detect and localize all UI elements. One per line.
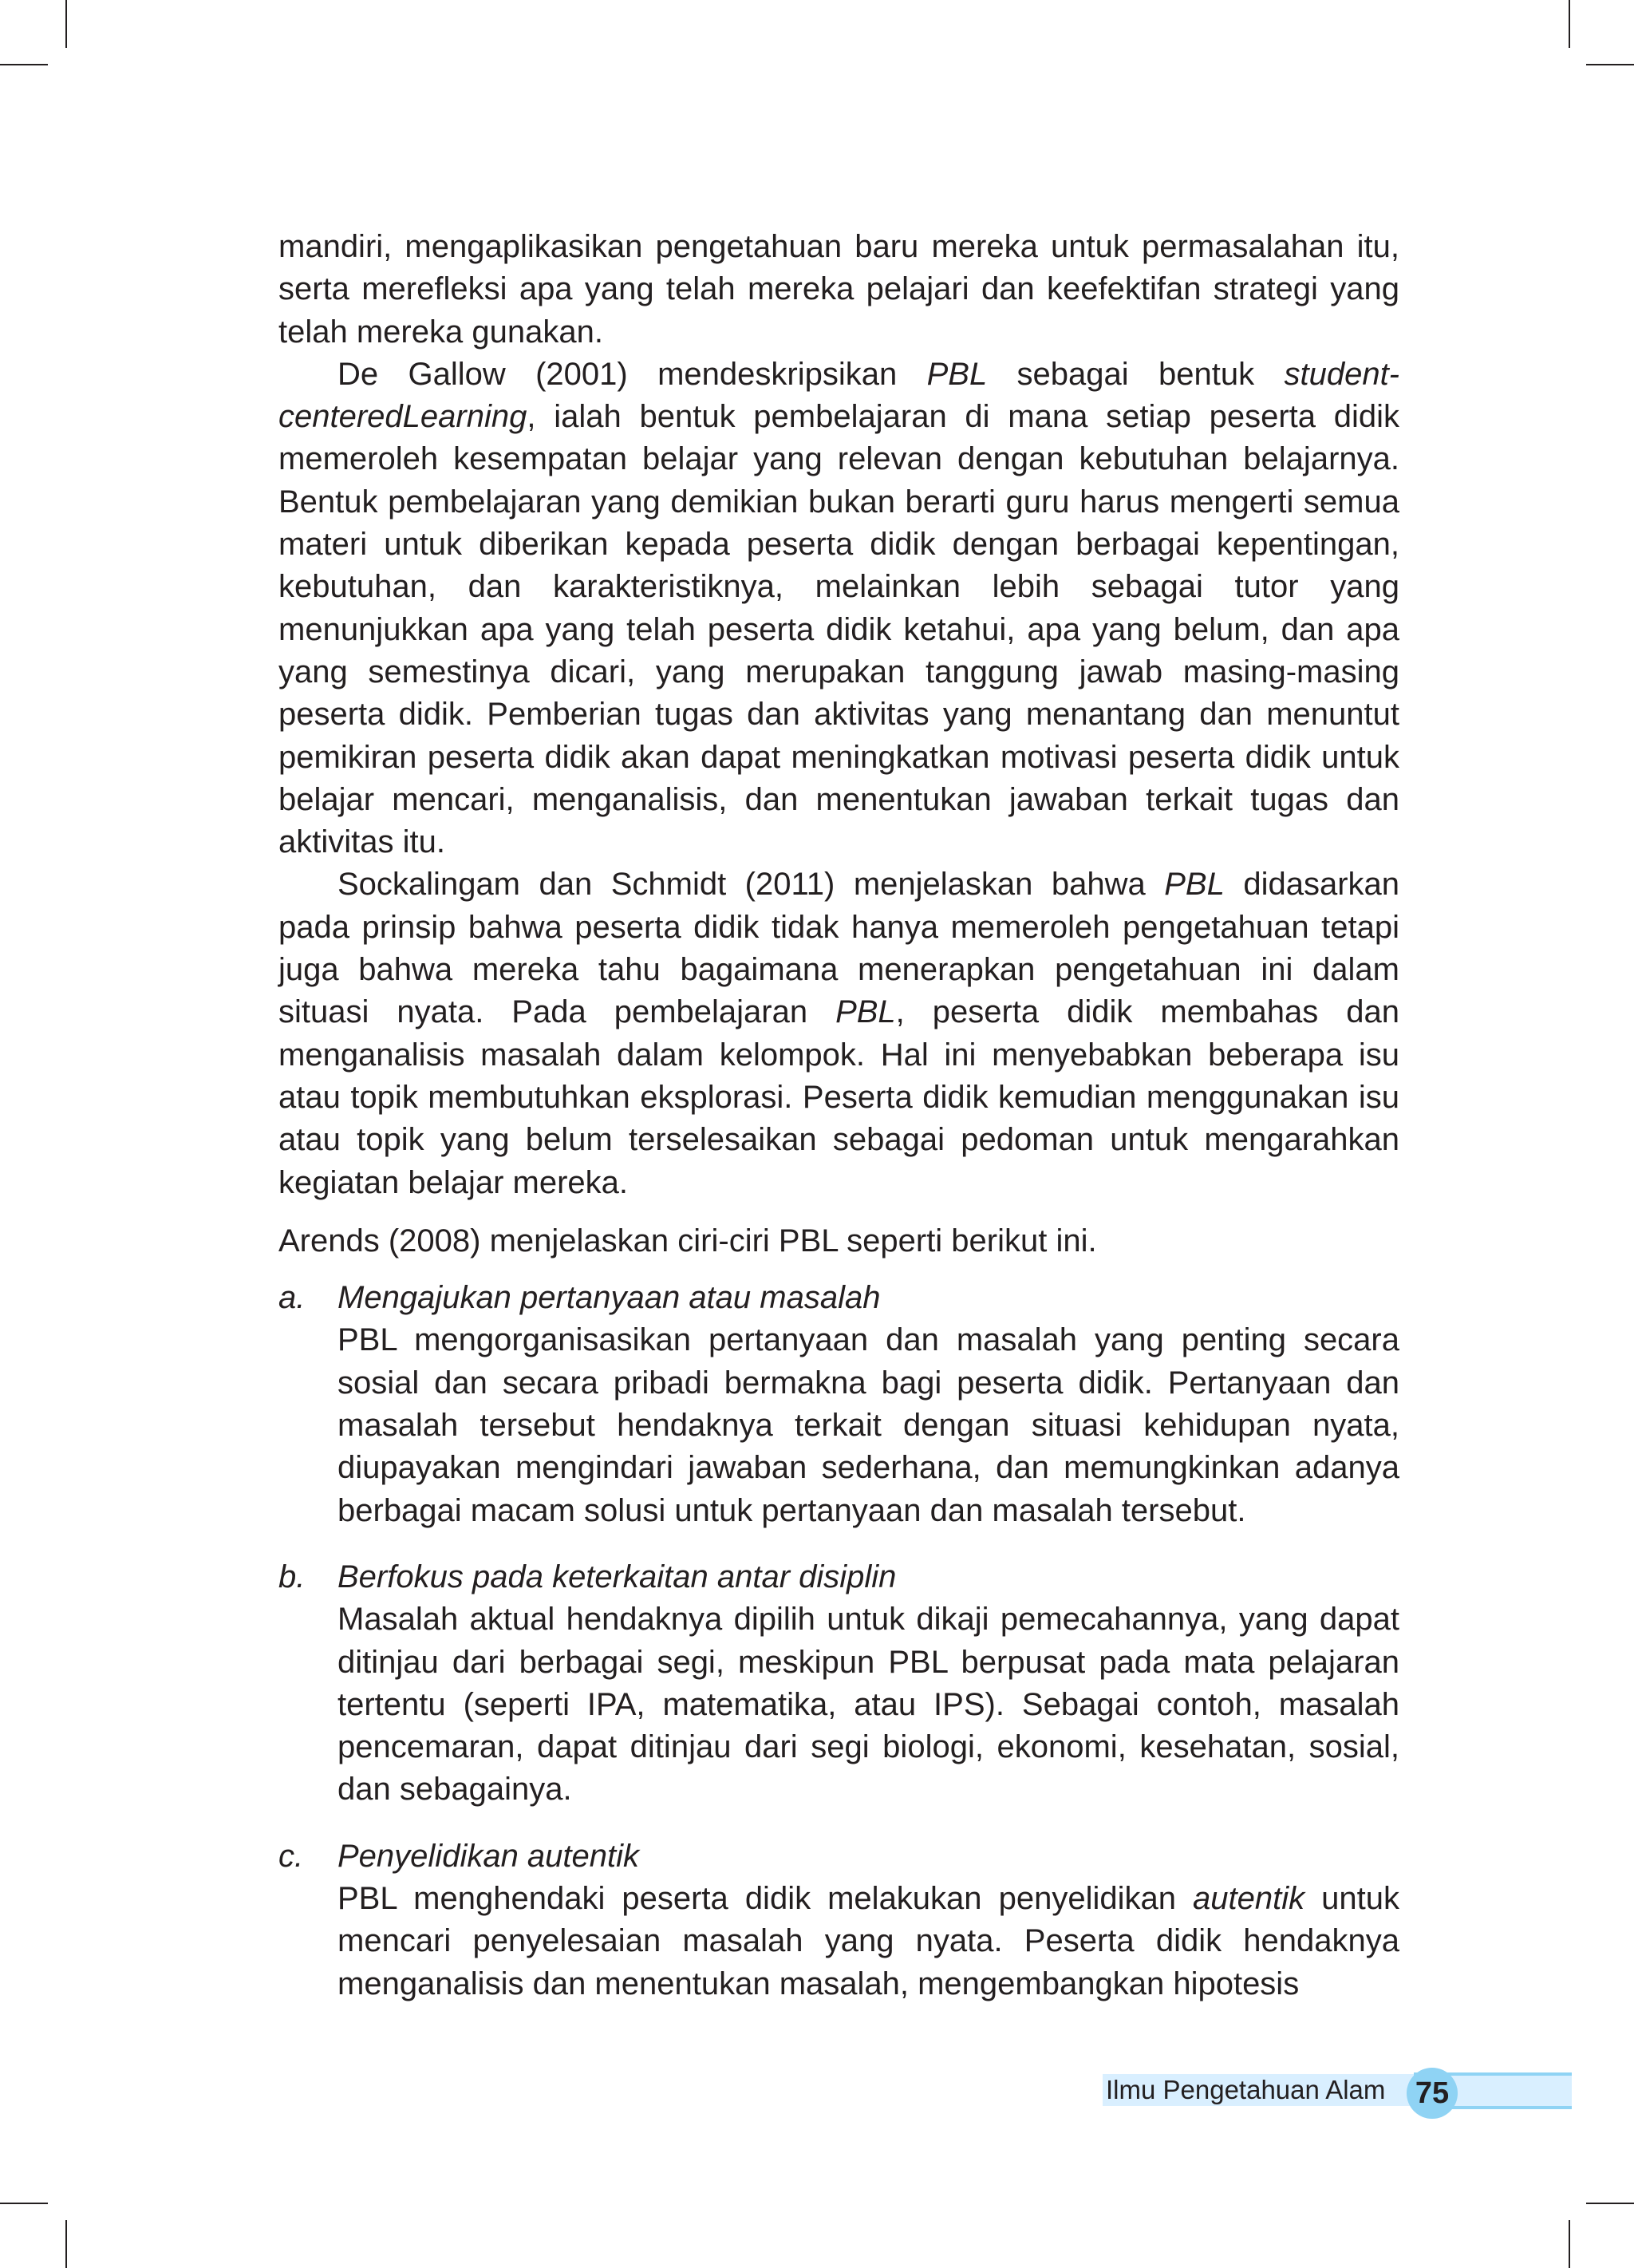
italic-term: PBL [926, 356, 988, 392]
paragraph-text: didasarkan pada prinsip bahwa peserta didik tidak hanya memeroleh pengetahuan tetapi juga bahwa mereka tahu bagaimana menerapkan pengetahuan ini dalam situasi nyata. Pada pembelajaran [278, 867, 1400, 1030]
crop-mark-bottom-left-horizontal [0, 2203, 48, 2204]
crop-mark-top-left-horizontal [0, 64, 48, 65]
list-item-text-part: PBL menghendaki peserta didik melakukan penyelidikan [337, 1880, 1193, 1916]
italic-term: autentik [1193, 1880, 1305, 1916]
list-marker: c. [278, 1838, 304, 1874]
paragraph-sockalingam [278, 863, 1399, 1203]
italic-term: PBL [835, 994, 896, 1030]
page-footer [1103, 2068, 1572, 2119]
italic-term: PBL [1164, 867, 1225, 903]
paragraph-text: , ialah bentuk pembelajaran di mana setiap peserta didik memeroleh kesempatan belajar yang relevan dengan kebutuhan belajarnya. Bentuk pembelajaran yang demikian bukan berarti guru harus mengerti semua materi untuk diberikan kepada peserta didik dengan berbagai kepentingan, kebutuhan, dan karakteristiknya, melainkan lebih sebagai tutor yang menunjukkan apa yang telah peserta didik ketahui, apa yang belum, dan apa yang semestinya dicari, yang merupakan tanggung jawab masing-masing peserta didik. Pemberian tugas dan aktivitas yang menantang dan menuntut pemikiran peserta didik akan dapat meningkatkan motivasi peserta didik untuk belajar mencari, menganalisis, dan menentukan jawaban terkait tugas dan aktivitas itu. [278, 399, 1399, 860]
crop-mark-top-right-horizontal [1586, 64, 1634, 65]
list-item-title: Berfokus pada keterkaitan antar disiplin [337, 1559, 897, 1594]
list-item-text-part: untuk mencari penyelesaian masalah yang nyata. Peserta didik hendaknya menganalisis dan menentukan masalah, mengembangkan hipotesis [337, 1880, 1399, 2001]
list-marker: b. [278, 1559, 306, 1594]
list-item-title: Mengajukan pertanyaan atau masalah [337, 1280, 881, 1316]
paragraph-text: sebagai bentuk [987, 356, 1285, 392]
italic-term: student-centeredLearning [278, 356, 1399, 435]
list-marker: a. [278, 1280, 306, 1316]
crop-mark-bottom-left-vertical [65, 2220, 67, 2268]
list-item-text [337, 1878, 1399, 2005]
page-number: 75 [1407, 2068, 1458, 2119]
paragraph-text: De Gallow (2001) mendeskripsikan [337, 356, 927, 392]
list-item-text: Masalah aktual hendaknya dipilih untuk dikaji pemecahannya, yang dapat ditinjau dari berbagai segi, meskipun PBL berpusat pada mata pelajaran tertentu (seperti IPA, matematika, atau IPS). Sebagai contoh, masalah pencemaran, dapat ditinjau dari segi biologi, ekonomi, kesehatan, sosial, dan sebagainya. [337, 1602, 1399, 1808]
paragraph-de-gallow [278, 354, 1399, 864]
crop-mark-bottom-right-vertical [1569, 2220, 1570, 2268]
list-item [278, 1835, 1399, 2005]
list-item [278, 1277, 1399, 1532]
list-item-title: Penyelidikan autentik [337, 1838, 640, 1874]
list-item [278, 1556, 1399, 1812]
crop-mark-top-left-vertical [65, 0, 67, 48]
paragraph-text: Sockalingam dan Schmidt (2011) menjelaskan bahwa [337, 867, 1165, 903]
page-body [278, 226, 1399, 2005]
list-item-text: PBL mengorganisasikan pertanyaan dan masalah yang penting secara sosial dan secara pribadi bermakna bagi peserta didik. Pertanyaan dan masalah tersebut hendaknya terkait dengan situasi kehidupan nyata, diupayakan mengindari jawaban sederhana, dan memungkinkan adanya berbagai macam solusi untuk pertanyaan dan masalah tersebut. [337, 1322, 1399, 1528]
crop-mark-top-right-vertical [1569, 0, 1570, 48]
book-title: Ilmu Pengetahuan Alam [1106, 2075, 1386, 2104]
pbl-characteristics-list [278, 1277, 1399, 2005]
crop-mark-bottom-right-horizontal [1586, 2203, 1634, 2204]
paragraph-text: , peserta didik membahas dan menganalisis masalah dalam kelompok. Hal ini menyebabkan beberapa isu atau topik membutuhkan eksplorasi. Peserta didik kemudian menggunakan isu atau topik yang belum terselesaikan sebagai pedoman untuk mengarahkan kegiatan belajar mereka. [278, 994, 1399, 1200]
paragraph-arends: Arends (2008) menjelaskan ciri-ciri PBL seperti berikut ini. [278, 1223, 1097, 1258]
paragraph-continuation: mandiri, mengaplikasikan pengetahuan baru mereka untuk permasalahan itu, serta merefleksi apa yang telah mereka pelajari dan keefektifan strategi yang telah mereka gunakan. [278, 229, 1399, 350]
